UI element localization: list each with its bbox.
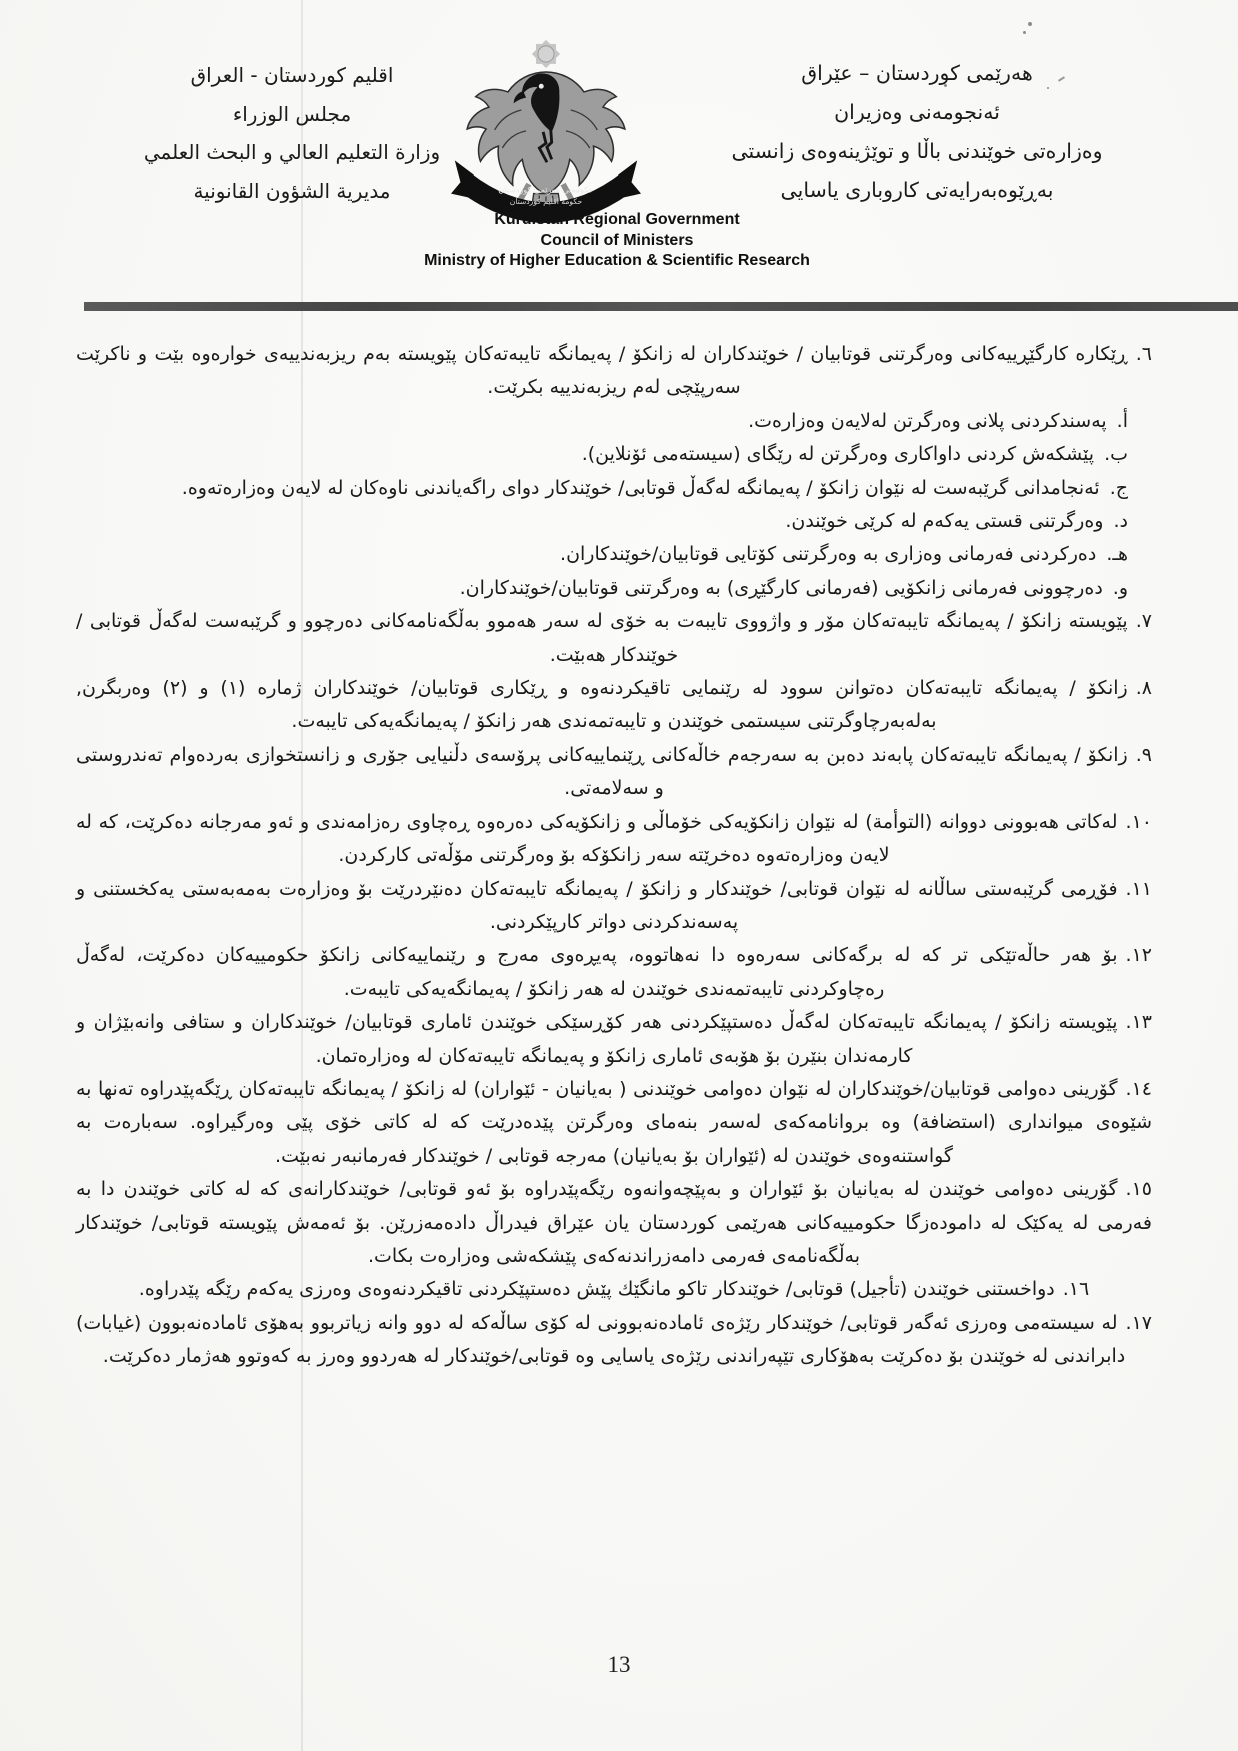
header-english-line: Council of Ministers [540, 231, 694, 249]
header-english-block [318, 210, 916, 272]
header-kurdish-block [666, 54, 1168, 210]
item-text: گۆرینی دەوامی قوتابیان/خوێندکاران لە نێوان دەوامی خوێندنی ( بەیانیان - ئێواران) لە زانکۆ / پەیمانگە تایبەتەکان ڕێگەپێدراوە تەنها بە شێوەی میوانداری (استضافة) وە بروانامەکەی لەسەر بنەمای وەرگرتن پێدەدرێت کە لە کاتی خۆی پێی وەرگیراوە. سەبارەت بە گواستنەوەی خوێندن لە (ئێواران بۆ بەیانیان) مەرجە قوتابی / خوێندکار فەرمانبەر نەبێت. [76, 1077, 1152, 1167]
header-kurdish-line: بەڕێوەبەرایەتی کاروباری یاسایی [780, 178, 1054, 202]
item-number: ١٢. [1125, 944, 1152, 967]
subitem-text: وەرگرتنی قستی یەکەم لە کرێی خوێندن. [785, 510, 1104, 533]
list-item-12 [76, 939, 1152, 1006]
scan-artifact [1028, 22, 1032, 26]
subitem-text: دەرچوونی فەرمانی زانکۆیی (فەرمانی کارگێڕی) بە وەرگرتنی قوتابیان/خوێندکاران. [459, 576, 1103, 599]
list-item-13 [76, 1006, 1152, 1073]
header-kurdish-line: ئەنجومەنی وەزیران [834, 100, 1000, 124]
item-text: ڕێکارە کارگێڕییەکانی وەرگرتنی قوتابیان / خوێندکاران لە زانکۆ / پەیمانگە تایبەتەکان پێویستە بەم ریزبەندییەی خوارەوە بێت و ناکرێت سەرپێچی لەم ریزبەندییە بکرێت. [76, 343, 1128, 399]
list-subitem-d [76, 505, 1152, 538]
list-item-6 [76, 338, 1152, 405]
header-separator-rule [84, 302, 1238, 311]
item-number: ١٣. [1125, 1011, 1152, 1034]
subitem-marker: أ. [1116, 409, 1128, 432]
subitem-text: ئەنجامدانی گرێبەست لە نێوان زانکۆ / پەیمانگە لەگەڵ قوتابی/ خوێندکار دوای راگەیاندنی ناوەکان لە لایەن وەزارەتەوە. [181, 476, 1100, 499]
item-text: پێویستە زانکۆ / پەیمانگە تایبەتەکان لەگەڵ دەستپێکردنی هەر کۆڕسێکی خوێندن ئاماری قوتابیان/ خوێندکاران و ستافی وانەبێژان و کارمەندان بنێرن بۆ هۆبەی ئاماری زانکۆ و پەیمانگە تایبەتەکان لە وەزارەتمان. [76, 1011, 1118, 1067]
item-number: ٩. [1135, 743, 1152, 766]
subitem-marker: و. [1112, 576, 1128, 599]
header-english-line: Kurdistan Regional Government [494, 211, 740, 228]
page-number: 13 [607, 1652, 631, 1677]
header-english-line: Ministry of Higher Education & Scientific Research [424, 252, 810, 269]
banner-text-arabic: حكومة اقليم كوردستان [509, 197, 583, 207]
subitem-marker: د. [1113, 510, 1128, 533]
subitem-marker: ب. [1104, 443, 1128, 466]
item-text: دواخستنی خوێندن (تأجیل) قوتابی/ خوێندکار تاکو مانگێك پێش دەستپێکردنی تاقیکردنەوەی وەرزی یەکەم رێگە پێدراوە. [138, 1278, 1055, 1301]
item-number: ٦. [1135, 343, 1152, 365]
header-arabic-line: مجلس الوزراء [232, 101, 352, 126]
header-kurdish-line: هەرێمی کوردستان – عێراق [801, 61, 1033, 85]
list-item-7 [76, 605, 1152, 672]
list-subitem-a [76, 405, 1152, 438]
item-number: ٧. [1135, 610, 1152, 633]
document-body [76, 338, 1152, 1374]
subitem-marker: ج. [1109, 476, 1128, 499]
header-kurdish-line: وەزارەتی خوێندنی باڵا و توێژینەوەی زانستی [731, 139, 1103, 163]
list-item-15 [76, 1173, 1152, 1273]
scan-artifact [1023, 31, 1026, 34]
list-item-16 [76, 1273, 1152, 1306]
list-item-10 [76, 806, 1152, 873]
item-text: بۆ هەر حاڵەتێکی تر کە لە برگەکانی سەرەوە دا نەهاتووە، پەیڕەوی مەرج و رێنماییەکانی زانکۆ حکومییەکان دەکرێت، لەگەڵ رەچاوکردنی تایبەتمەندی خوێندن لە هەر زانکۆ / پەیمانگەیەکی تایبەت. [76, 944, 1118, 1000]
sun-icon [532, 40, 560, 68]
item-text: فۆڕمی گرێبەستی ساڵانە لە نێوان قوتابی/ خوێندکار و زانکۆ / پەیمانگە تایبەتەکان دەنێردرێت بۆ وەزارەت بەمەبەستی یەکخستنی و پەسەندکردنی دواتر کارپێکردنی. [76, 877, 1118, 933]
item-text: لەکاتی هەبوونی دووانە (التوأمة) لە نێوان زانکۆیەکی خۆماڵی و زانکۆیەکی دەرەوە ڕەچاوی رەزامەندی و ئەو مەرجانە دەکرێت، کە لە لایەن وەزارەتەوە دەخرێتە سەر زانکۆکە بۆ وەرگرتنی مۆڵەتی کارکردن. [76, 810, 1118, 867]
item-text: زانکۆ / پەیمانگە تایبەتەکان پابەند دەبن بە سەرجەم خاڵەکانی ڕێنماییەکانی پرۆسەی دڵنیایی جۆری و زانستخوازی بەردەوام تەندروستی و سەلامەتی. [76, 743, 1128, 800]
item-text: زانکۆ / پەیمانگە تایبەتەکان دەتوانن سوود لە رێنمایی تاقیکردنەوە و ڕێکاری قوتابیان/ خوێندکاران ژمارە (١) و (٢) وەربگرن, بەلەبەرچاوگرتنی سیستمی خوێندن و تایبەتمەندی هەر زانکۆ / پەیمانگەیەکی تایبەت. [76, 677, 1128, 733]
list-item-9 [76, 739, 1152, 806]
subitem-marker: هـ. [1106, 543, 1128, 566]
list-subitem-b [76, 438, 1152, 471]
item-number: ١٠. [1125, 810, 1152, 833]
list-item-8 [76, 672, 1152, 739]
kurdistan-emblem-svg [440, 34, 652, 224]
item-number: ١٥. [1125, 1178, 1152, 1201]
list-subitem-h [76, 538, 1152, 571]
header-arabic-line: مديرية الشؤون القانونية [193, 178, 391, 203]
subitem-text: پێشکەش کردنی داواکاری وەرگرتن لە رێگای (سیستەمی ئۆنلاین). [581, 443, 1095, 466]
kurdistan-emblem [440, 34, 652, 224]
subitem-text: پەسندکردنی پلانی وەرگرتن لەلایەن وەزارەت. [748, 409, 1107, 432]
item-number: ١١. [1125, 877, 1152, 900]
banner-text-kurdish: حکومەتی هەرێمی کوردستان [498, 185, 594, 195]
header-arabic-line: وزارة التعليم العالي و البحث العلمي [143, 140, 441, 164]
item-text: گۆرینی دەوامی خوێندن لە بەیانیان بۆ ئێواران و بەپێچەوانەوە رێگەپێدراوە بۆ ئەو قوتابی/ خوێندکارانەی کە لە کاتی خوێندن دا بە فەرمی لە یەکێک لە دامودەزگا حکومییەکانی هەرێمی کوردستان یان عێراق فیدراڵ دادەمەزرێن. بۆ ئەمەش پێویستە قوتابی/ خوێندکار بەڵگەنامەی فەرمی دامەزراندنەکەی پێشکەشی وەزارەت بکات. [76, 1178, 1152, 1267]
item-number: ٨. [1135, 677, 1152, 700]
list-subitem-j [76, 472, 1152, 505]
subitem-text: دەرکردنی فەرمانی وەزاری بە وەرگرتنی کۆتایی قوتابیان/خوێندکاران. [560, 543, 1097, 566]
item-number: ١٦. [1062, 1278, 1090, 1301]
list-subitem-w [76, 572, 1152, 605]
list-item-14 [76, 1073, 1152, 1173]
item-number: ١٧. [1125, 1311, 1152, 1334]
item-text: پێویستە زانکۆ / پەیمانگە تایبەتەکان مۆر و واژووی تایبەت بە خۆی لە سەر هەموو بەڵگەنامەکانی دەرچوو و گرێبەست لەگەڵ قوتابی / خوێندکار هەبێت. [76, 610, 1128, 666]
list-item-17 [76, 1307, 1152, 1374]
item-number: ١٤. [1125, 1077, 1152, 1100]
list-item-11 [76, 873, 1152, 940]
item-text: لە سیستەمی وەرزی ئەگەر قوتابی/ خوێندکار رێژەی ئامادەنەبوونی لە کۆی ساڵەکە لە دوو وانە زیاتربوو بەهۆی ئامادەنەبوون (غیابات) دابراندنی لە خوێندن بۆ دەکرێت بەهۆکاری تێپەراندنی رێژەی یاسایی وە قوتابی/خوێندکار لە هەردوو وەرز بە کەوتوو هەژمار دەکرێت. [76, 1311, 1126, 1368]
header-arabic-line: اقليم كوردستان - العراق [190, 63, 394, 87]
